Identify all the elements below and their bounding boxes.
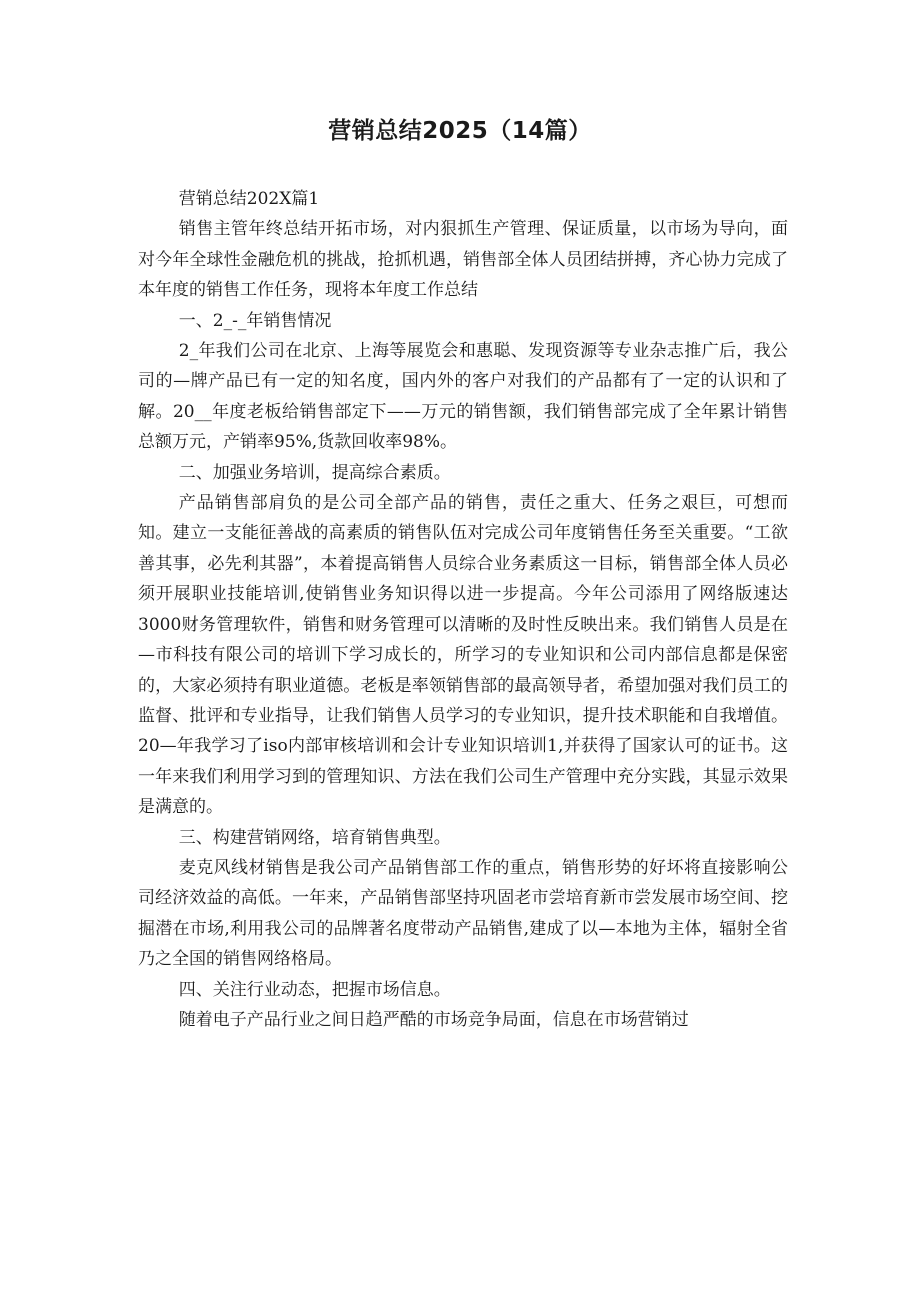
section-title: 营销总结202X篇1 xyxy=(178,189,320,209)
section-heading: 一、2_-_年销售情况 xyxy=(178,310,332,331)
document-title: 营销总结2025（14篇） xyxy=(328,118,592,144)
paragraph: 销售主管年终总结开拓市场，对内狠抓生产管理、保证质量，以市场为导向，面对今年全球性金融危机的挑战，抢抓机遇，销售部全体人员团结拼搏，齐心协力完成了本年度的销售工作任务，现将本年度工作总结 xyxy=(138,219,788,301)
paragraph: 2_年我们公司在北京、上海等展览会和惠聪、发现资源等专业杂志推广后，我公司的—牌产品已有一定的知名度，国内外的客户对我们的产品都有了一定的认识和了解。20__年度老板给销售部定下——万元的销售额，我们销售部完成了全年累计销售总额万元，产销率95%,货款回收率98%。 xyxy=(138,341,788,453)
document-body xyxy=(138,184,788,1035)
section-heading: 二、加强业务培训，提高综合素质。 xyxy=(178,462,451,483)
paragraph: 麦克风线材销售是我公司产品销售部工作的重点，销售形势的好坏将直接影响公司经济效益的高低。一年来，产品销售部坚持巩固老市尝培育新市尝发展市场空间、挖掘潜在市场,利用我公司的品牌著名度带动产品销售,建成了以—本地为主体，辐射全省乃之全国的销售网络格局。 xyxy=(138,857,788,970)
section-heading: 三、构建营销网络，培育销售典型。 xyxy=(178,827,451,848)
section-heading: 四、关注行业动态，把握市场信息。 xyxy=(178,979,451,1000)
paragraph: 产品销售部肩负的是公司全部产品的销售，责任之重大、任务之艰巨，可想而知。建立一支能征善战的高素质的销售队伍对完成公司年度销售任务至关重要。“工欲善其事，必先利其器”，本着提高销售人员综合业务素质这一目标，销售部全体人员必须开展职业技能培训,使销售业务知识得以进一步提高。今年公司添用了网络版速达3000财务管理软件，销售和财务管理可以清晰的及时性反映出来。我们销售人员是在—市科技有限公司的培训下学习成长的，所学习的专业知识和公司内部信息都是保密的，大家必须持有职业道德。老板是率领销售部的最高领导者，希望加强对我们员工的监督、批评和专业指导，让我们销售人员学习的专业知识，提升技术职能和自我增值。20—年我学习了iso内部审核培训和会计专业知识培训1,并获得了国家认可的证书。这一年来我们利用学习到的管理知识、方法在我们公司生产管理中充分实践，其显示效果是满意的。 xyxy=(138,493,788,818)
paragraph: 随着电子产品行业之间日趋严酷的市场竞争局面，信息在市场营销过 xyxy=(178,1009,689,1030)
